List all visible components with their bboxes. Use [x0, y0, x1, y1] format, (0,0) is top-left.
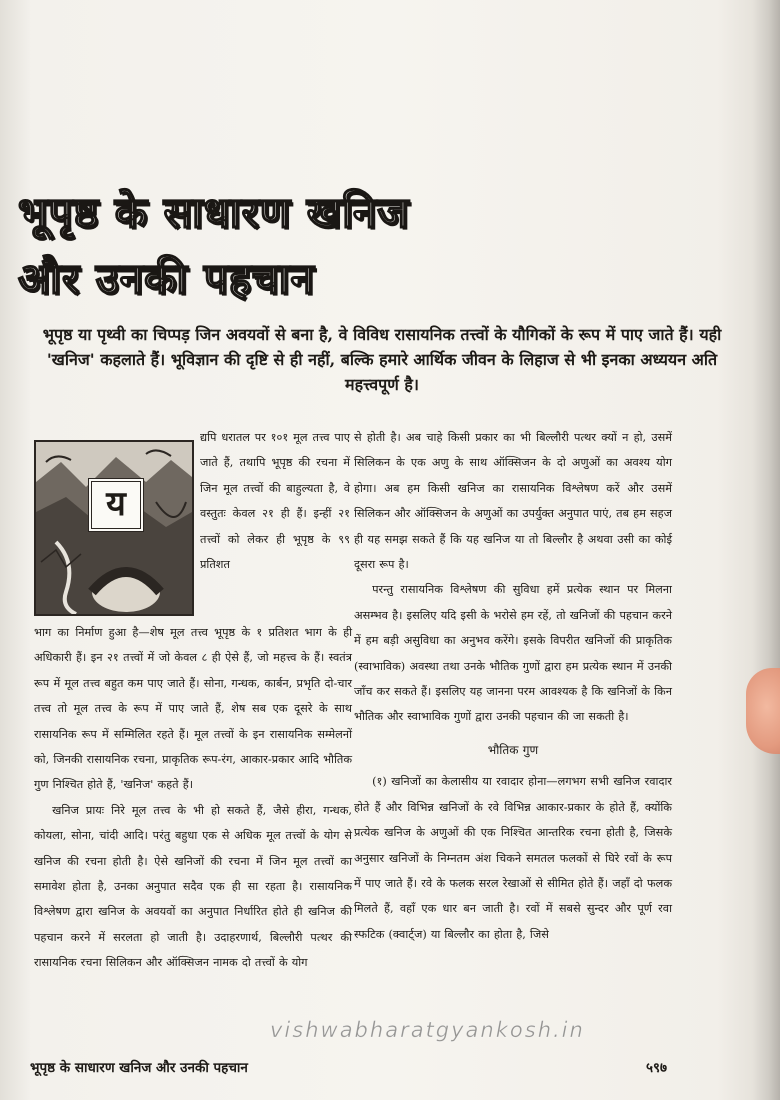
paragraph-1-start: द्यपि धरातल पर १०१ मूल तत्त्व पाए जाते हैं, तथापि भूपृष्ठ की रचना में जिन मूल तत्त्वों की बाहुल्यता है, वे वस्तुतः केवल २१ ही हैं। इन्हीं २१ तत्त्वों को लेकर ही भूपृष्ठ के ९९ प्रतिशत [200, 431, 350, 572]
page-number: ५९७ [646, 1060, 668, 1076]
paragraph-2: खनिज प्रायः निरे मूल तत्त्व के भी हो सकते हैं, जैसे हीरा, गन्धक, कोयला, सोना, चांदी आदि। परंतु बहुधा एक से अधिक मूल तत्त्वों के योग से खनिज की रचना होती है। ऐसे खनिजों की रचना में जिन मूल तत्त्वों का समावेश होता है, उनका अनुपात सदैव एक ही सा रहता है। रासायनिक विश्लेषण द्वारा खनिज के अवयवों का अनुपात निर्धारित होते ही खनिज की पहचान करने में सरलता हो जाती है। उदाहरणार्थ, बिल्लौरी पत्थर की रासायनिक रचना सिलिकन और ऑक्सिजन नामक दो तत्त्वों के योग [34, 803, 352, 970]
intro-paragraph: भूपृष्ठ या पृथ्वी का चिप्पड़ जिन अवयवों से बना है, वे विविध रासायनिक तत्त्वों के यौगिकों के रूप में पाए जाते हैं। यही 'खनिज' कहलाते हैं। भूविज्ञान की दृष्टि से ही नहीं, बल्कि हमारे आर्थिक जीवन के लिहाज से भी इनका अध्ययन अति महत्त्वपूर्ण है। [42, 325, 722, 394]
column-right [354, 425, 672, 947]
page-edge-shadow [752, 0, 780, 1100]
paragraph-2-continued: से होती है। अब चाहे किसी प्रकार का भी बिल्लौरी पत्थर क्यों न हो, उसमें सिलिकन के एक अणु के साथ ऑक्सिजन के दो अणुओं का अवश्य योग होगा। अब हम किसी खनिज का रासायनिक विश्लेषण करें और उसमें सिलिकन और ऑक्सिजन के अणुओं का उपर्युक्त अनुपात पाएं, तब हम सहज ही यह समझ सकते हैं कि यह खनिज या तो बिल्लौर है अथवा उसी का कोई दूसरा रूप है। [354, 431, 672, 572]
title-line-1: भूपृष्ठ के साधारण खनिज [18, 188, 410, 237]
paragraph-4: (१) खनिजों का केलासीय या रवादार होना—लगभग सभी खनिज रवादार होते हैं और विभिन्न खनिजों के रवे विभिन्न आकार-प्रकार के होते हैं, क्योंकि प्रत्येक खनिज के अणुओं की एक निश्चित आन्तरिक रचना होती है, जिसके अनुसार खनिजों के निम्नतम अंश चिकने समतल फलकों से घिरे रवों के रूप में पाए जाते हैं। रवे के फलक सरल रेखाओं से सीमित होते हैं। जहाँ दो फलक मिलते हैं, वहाँ एक धार बन जाती है। रवों में सबसे सुन्दर और पूर्ण रवा स्फटिक (क्वार्ट्ज) या बिल्लौर का होता है, जिसे [354, 775, 672, 941]
paragraph-1-continued: भाग का निर्माण हुआ है—शेष मूल तत्त्व भूपृष्ठ के १ प्रतिशत भाग के ही अधिकारी हैं। इन २१ तत्त्वों में जो केवल ८ ही ऐसे हैं, जो महत्त्व के हैं। स्वतंत्र रूप में मूल तत्त्व बहुत कम पाए जाते हैं। सोना, गन्धक, कार्बन, प्रभृति दो-चार तत्त्व तो मूल तत्त्व के रूप में पाए जाते हैं, शेष सब एक दूसरे के साथ रासायनिक रूप में सम्मिलित रहते हैं। मूल तत्त्वों के इन रासायनिक सम्मेलनों को, जिनकी रासायनिक रचना, प्राकृतिक रूप-रंग, आकार-प्रकार आदि भौतिक गुण निश्चित होते हैं, 'खनिज' कहते हैं। [34, 626, 352, 792]
watermark: vishwabharatgyankosh.in [270, 1018, 585, 1042]
running-footer-title: भूपृष्ठ के साधारण खनिज और उनकी पहचान [30, 1060, 248, 1076]
paragraph-3: परन्तु रासायनिक विश्लेषण की सुविधा हमें प्रत्येक स्थान पर मिलना असम्भव है। इसलिए यदि इसी के भरोसे हम रहें, तो खनिजों की पहचान करने में हम बड़ी असुविधा का अनुभव करेंगे। इसके विपरीत खनिजों की प्राकृतिक (स्वाभाविक) अवस्था तथा उनके भौतिक गुणों द्वारा हम प्रत्येक स्थान में उनकी जाँच कर सकते हैं। इसलिए यह जानना परम आवश्यक है कि खनिजों के किन भौतिक और स्वाभाविक गुणों द्वारा उनकी पहचान की जा सकती है। [354, 583, 672, 724]
column-left-top [200, 425, 350, 577]
dropcap-illustration [34, 440, 194, 616]
subheading-physical-properties: भौतिक गुण [487, 742, 539, 757]
dropcap-letter: य [88, 478, 144, 532]
thumb-image [746, 668, 780, 754]
article-title [18, 180, 438, 312]
column-left [34, 620, 352, 976]
title-line-2: और उनकी पहचान [18, 254, 315, 303]
